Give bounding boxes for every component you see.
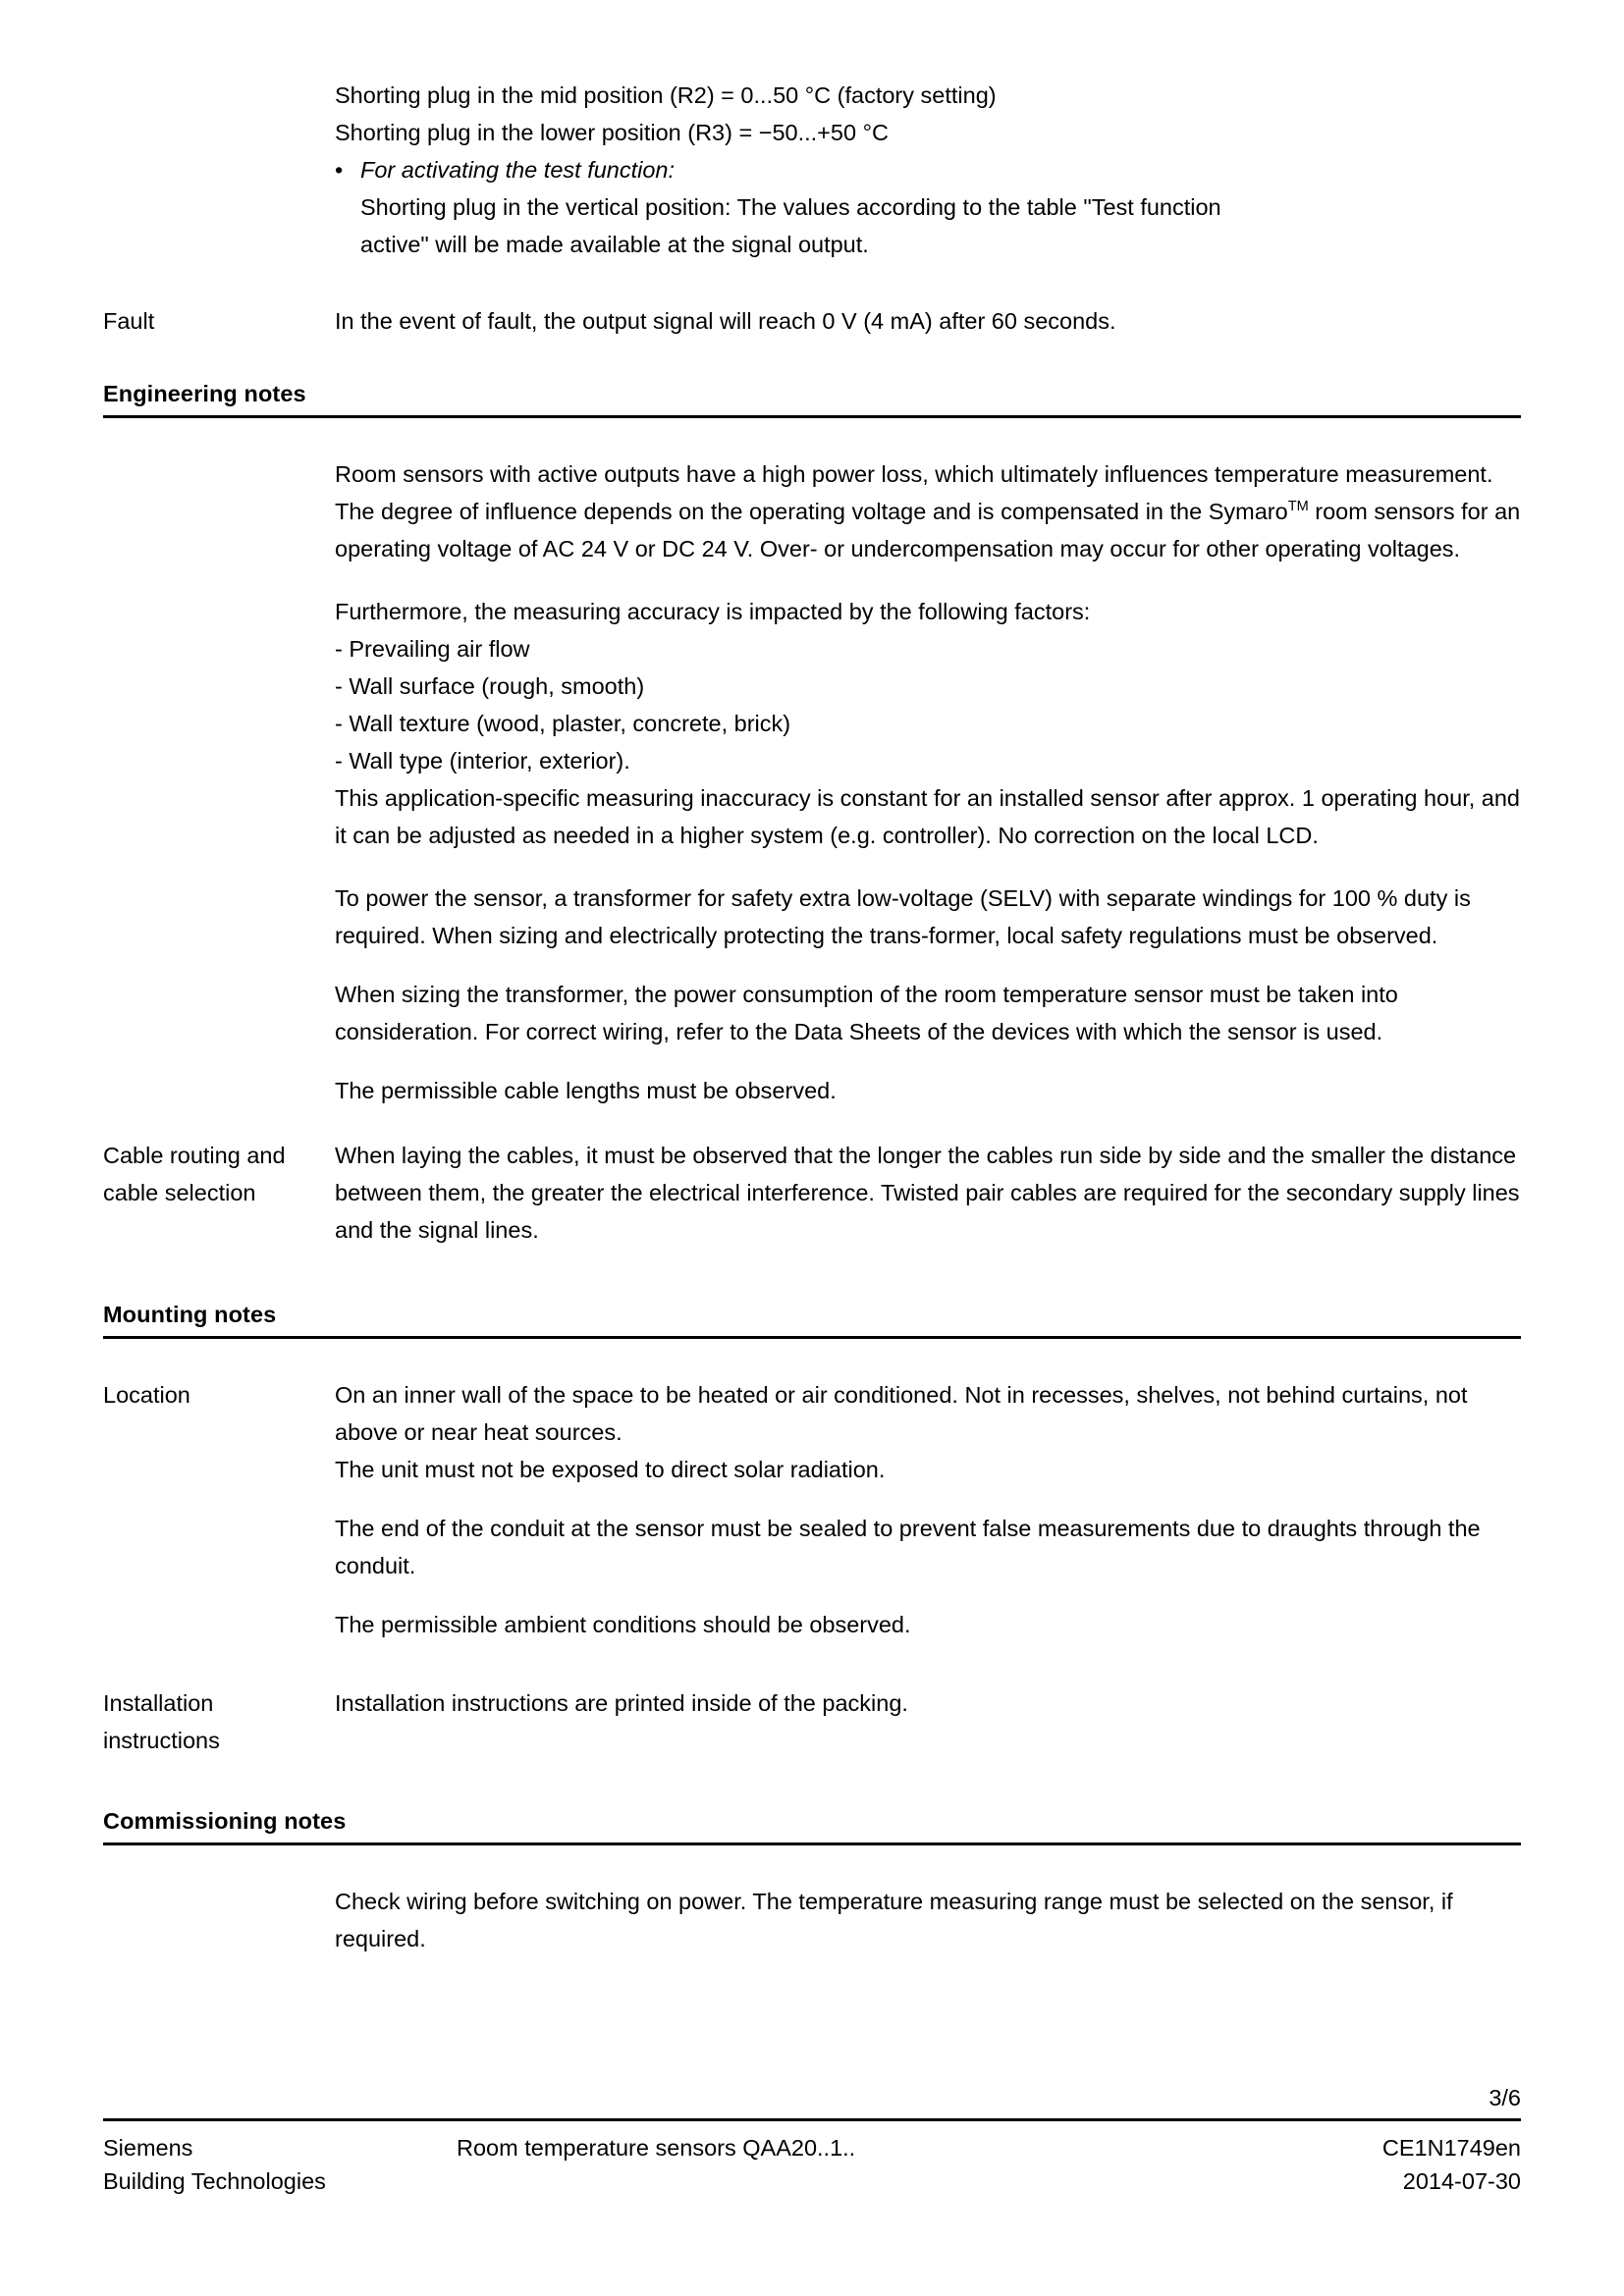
- engineering-notes-body: [335, 455, 1521, 1109]
- location-body: [335, 1376, 1521, 1643]
- location-label: Location: [103, 1382, 190, 1408]
- page-number: 3/6: [1489, 2085, 1521, 2110]
- engineering-para-factors-intro: Furthermore, the measuring accuracy is impacted by the following factors:: [335, 599, 1091, 624]
- test-function-line-2: active" will be made available at the signal output.: [360, 232, 869, 257]
- commissioning-notes-body-row: [103, 1883, 1521, 1957]
- installation-instructions-text: Installation instructions are printed inside of the packing.: [335, 1690, 908, 1716]
- factor-item: - Wall surface (rough, smooth): [335, 673, 645, 699]
- location-para-4: The permissible ambient conditions should be observed.: [335, 1612, 911, 1637]
- top-continuation-block: [103, 77, 1521, 263]
- mounting-notes-heading: Mounting notes: [103, 1302, 277, 1327]
- factor-item: - Wall type (interior, exterior).: [335, 748, 630, 774]
- cable-routing-label-line2: cable selection: [103, 1180, 256, 1205]
- section-commissioning-notes: [103, 1806, 1521, 1845]
- trademark-superscript: TM: [1287, 499, 1309, 515]
- fault-label: Fault: [103, 308, 155, 334]
- commissioning-notes-text: Check wiring before switching on power. The temperature measuring range must be selected on the sensor, if required.: [335, 1889, 1453, 1951]
- footer-doc-date: 2014-07-30: [1402, 2168, 1521, 2194]
- top-continuation-body: [335, 77, 1521, 263]
- location-para-2: The unit must not be exposed to direct solar radiation.: [335, 1457, 886, 1482]
- footer-product-title: Room temperature sensors QAA20..1..: [457, 2135, 856, 2161]
- page-footer: [103, 2083, 1521, 2198]
- location-para-1: On an inner wall of the space to be heated or air conditioned. Not in recesses, shelves, not behind curtains, not above or near heat sources.: [335, 1382, 1468, 1445]
- test-function-bullet: [335, 151, 1521, 188]
- bullet-icon: •: [335, 157, 344, 183]
- fault-row: [103, 302, 1521, 340]
- engineering-notes-body-row: [103, 455, 1521, 1109]
- footer-doc-info: [1109, 2131, 1521, 2198]
- test-function-bullet-label: For activating the test function:: [360, 157, 676, 183]
- footer-company-line2: Building Technologies: [103, 2168, 326, 2194]
- engineering-para-power-loss-part1: Room sensors with active outputs have a high power loss, which ultimately influences temperature measurement. The degree of influence depends on the operating voltage and is compensated in the Symaro: [335, 461, 1493, 524]
- engineering-para-transformer: To power the sensor, a transformer for safety extra low-voltage (SELV) with separate windings for 100 % duty is required. When sizing and electrically protecting the trans-former, local safety regulations must be observed.: [335, 885, 1471, 948]
- footer-company-line1: Siemens: [103, 2135, 193, 2161]
- location-row: [103, 1376, 1521, 1643]
- test-function-line-1: Shorting plug in the vertical position: The values according to the table "Test function: [360, 194, 1221, 220]
- engineering-para-sizing: When sizing the transformer, the power consumption of the room temperature sensor must be taken into consideration. For correct wiring, refer to the Data Sheets of the devices with which the sensor is used.: [335, 982, 1398, 1044]
- cable-routing-text: When laying the cables, it must be observed that the longer the cables run side by side and the smaller the distance between them, the greater the electrical interference. Twisted pair cables are required for the secondary supply lines and the signal lines.: [335, 1143, 1520, 1243]
- section-mounting-notes: [103, 1300, 1521, 1339]
- commissioning-notes-heading: Commissioning notes: [103, 1808, 347, 1834]
- engineering-para-power-loss-part2: room sensors for an operating voltage of AC 24 V or DC 24 V. Over- or undercompensation may occur for other operating voltages.: [335, 499, 1521, 561]
- cable-routing-label: [103, 1137, 335, 1211]
- engineering-para-inaccuracy: This application-specific measuring inaccuracy is constant for an installed sensor after approx. 1 operating hour, and it can be adjusted as needed in a higher system (e.g. controller). No correction on the local LCD.: [335, 785, 1520, 848]
- engineering-para-cable-lengths: The permissible cable lengths must be observed.: [335, 1078, 837, 1103]
- factor-item: - Prevailing air flow: [335, 636, 530, 662]
- shorting-plug-r3-line: Shorting plug in the lower position (R3) = −50...+50 °C: [335, 120, 889, 145]
- section-engineering-notes: [103, 379, 1521, 418]
- factor-item: - Wall texture (wood, plaster, concrete, brick): [335, 711, 791, 736]
- footer-columns: [103, 2121, 1521, 2198]
- cable-routing-label-line1: Cable routing and: [103, 1143, 286, 1168]
- page-content: [103, 0, 1521, 2296]
- fault-text: In the event of fault, the output signal will reach 0 V (4 mA) after 60 seconds.: [335, 308, 1116, 334]
- installation-instructions-label: Installation instructions: [103, 1690, 220, 1753]
- engineering-para-power-loss: [335, 455, 1521, 567]
- installation-instructions-row: [103, 1684, 1521, 1759]
- shorting-plug-r2-line: Shorting plug in the mid position (R2) = 0...50 °C (factory setting): [335, 82, 997, 108]
- footer-company: [103, 2131, 457, 2198]
- footer-doc-code: CE1N1749en: [1381, 2135, 1521, 2161]
- engineering-notes-heading: Engineering notes: [103, 381, 306, 406]
- location-para-3: The end of the conduit at the sensor must be sealed to prevent false measurements due to draughts through the conduit.: [335, 1516, 1481, 1578]
- cable-routing-row: [103, 1137, 1521, 1249]
